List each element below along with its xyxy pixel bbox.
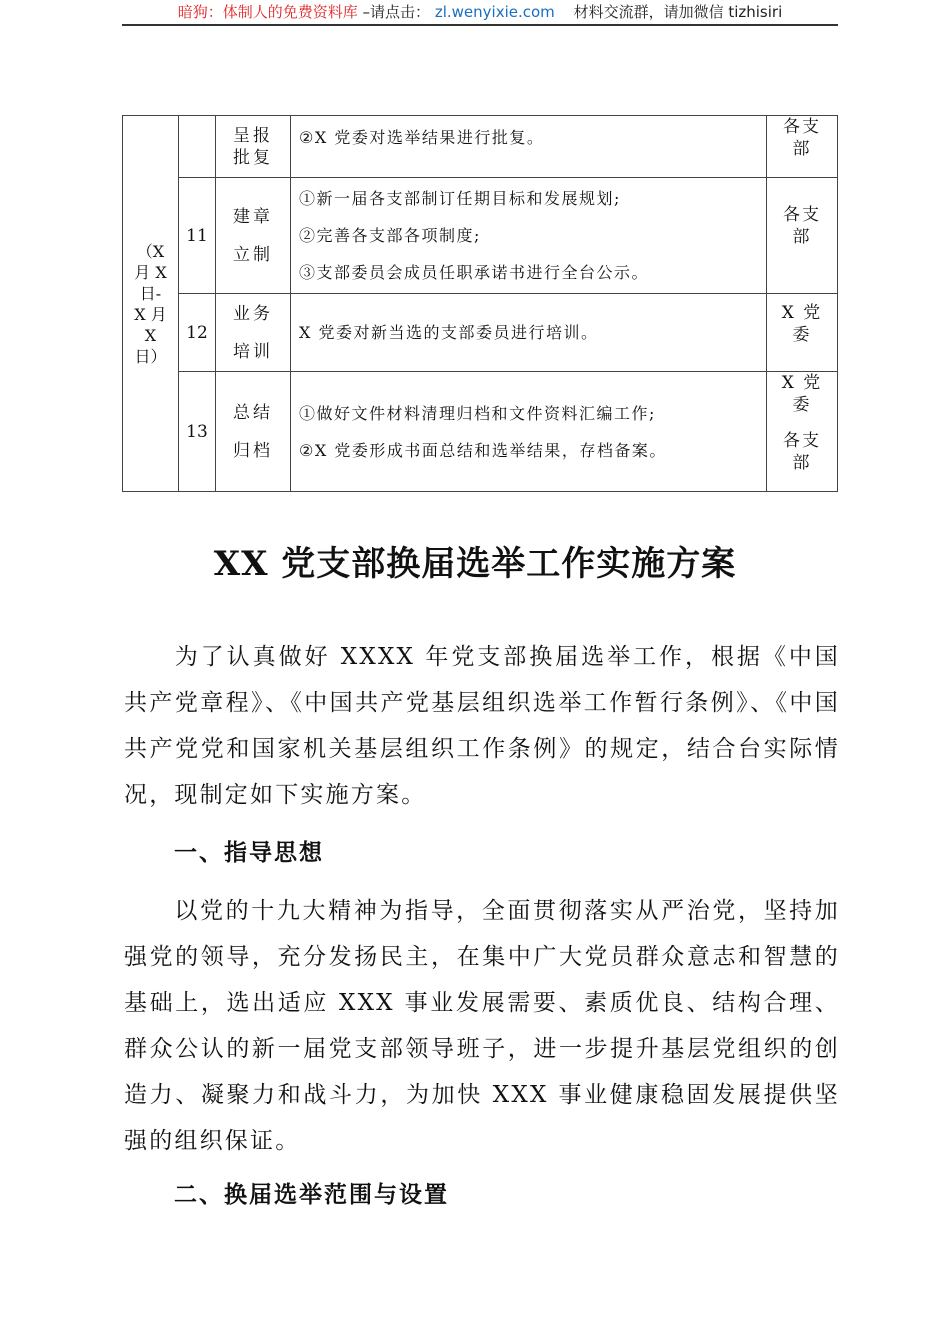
step-line: 培训 [233,341,273,362]
responsible-party [767,178,838,294]
content-line: ①做好文件材料清理归档和文件资料汇编工作; [299,403,656,423]
period-line: 月 X [134,262,167,282]
table-row [123,294,838,372]
section-1-body [124,888,840,1164]
period-line: X 月 [134,304,167,324]
period-line: 日） [134,346,167,366]
section-heading-2: 二、换届选举范围与设置 [174,1182,449,1208]
resp-line: 委 [792,325,812,345]
header-wechat-note: 材料交流群，请加微信 tizhisiri [573,3,783,21]
period-line: 日- [139,283,162,303]
period-line: X [144,325,157,345]
resp-line: 部 [792,453,812,473]
content-line: ②X 党委形成书面总结和选举结果，存档备案。 [299,440,667,460]
step-name [216,294,291,372]
step-name [216,372,291,492]
responsible-party [767,372,838,492]
content-line: X 党委对新当选的支部委员进行培训。 [299,323,599,342]
step-name [216,116,291,178]
resp-line: 部 [792,139,812,159]
step-line: 立制 [233,244,273,265]
step-content [291,116,767,178]
header-site-link[interactable]: zl.wenyixie.com [434,3,555,21]
table-row [123,372,838,492]
resp-line: X 党 [781,373,823,393]
resp-line: X 党 [781,303,823,323]
row-number: 13 [179,372,216,492]
section-1-text: 以党的十九大精神为指导，全面贯彻落实从严治党，坚持加强党的领导，充分发扬民主，在集中广大党员群众意志和智慧的基础上，选出适应 XXX 事业发展需要、素质优良、结构合理、群众公认的新一届党支部领导班子，进一步提升基层党组织的创造力、凝聚力和战斗力，为加快 XXX 事业健康稳固发展提供坚强的组织保证。 [124,898,840,1154]
step-line: 批复 [233,147,273,168]
content-line: ③支部委员会成员任职承诺书进行全台公示。 [299,263,650,282]
intro-text: 为了认真做好 XXXX 年党支部换届选举工作，根据《中国共产党章程》、《中国共产党基层组织选举工作暂行条例》、《中国共产党党和国家机关基层组织工作条例》的规定，结合台实际情况，现制定如下实施方案。 [124,644,840,808]
intro-paragraph [124,634,840,818]
document-title: XX 党支部换届选举工作实施方案 [213,544,737,584]
step-line: 归档 [233,440,273,461]
header-click-prompt: –请点击： [362,3,431,21]
step-line: 总结 [233,402,273,423]
step-line: 建章 [233,206,273,227]
resp-line: 各支 [783,431,821,451]
resp-line: 各支 [783,205,821,225]
responsible-party [767,116,838,178]
resp-spacer [767,416,837,430]
watermark-header [122,0,838,26]
table-row [123,178,838,294]
row-number [179,116,216,178]
row-number: 12 [179,294,216,372]
step-line: 呈报 [233,125,273,146]
header-site-name: 暗狗：体制人的免费资料库 [177,3,358,21]
step-content [291,294,767,372]
step-line: 业务 [233,303,273,324]
content-line: ②完善各支部各项制度; [299,226,481,245]
period-cell [123,116,179,492]
content-line: ①新一届各支部制订任期目标和发展规划; [299,189,621,208]
schedule-table [122,115,838,492]
responsible-party [767,294,838,372]
row-number: 11 [179,178,216,294]
content-line: ②X 党委对选举结果进行批复。 [299,128,545,147]
section-heading-1: 一、指导思想 [174,840,324,866]
resp-line: 委 [792,395,812,415]
step-name [216,178,291,294]
resp-line: 各支 [783,117,821,137]
table-row [123,116,838,178]
step-content [291,178,767,294]
step-content [291,372,767,492]
period-line: （X [136,241,165,261]
resp-line: 部 [792,227,812,247]
